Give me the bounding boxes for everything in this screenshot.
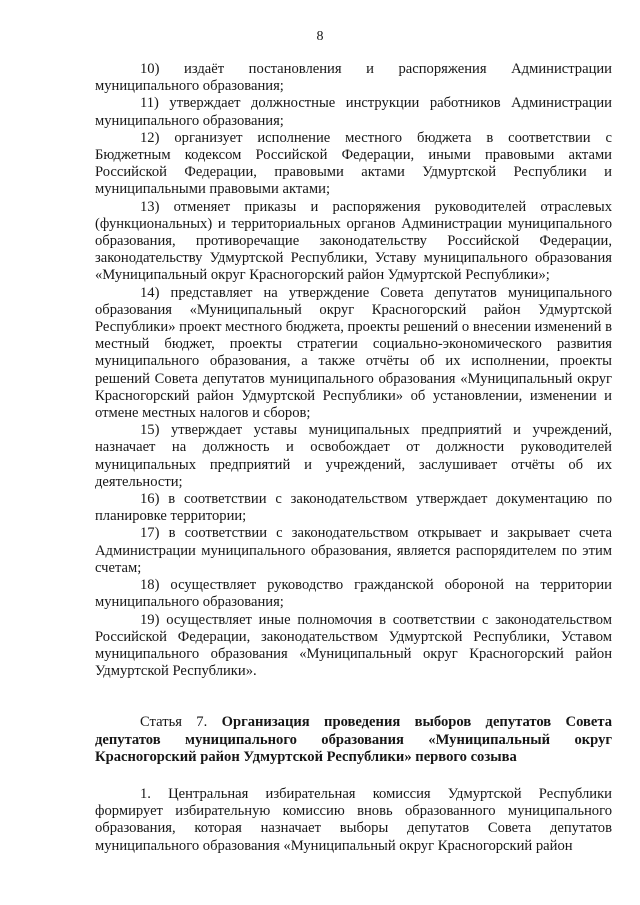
document-body — [95, 61, 612, 855]
article-prefix: Статья 7. — [140, 714, 222, 731]
page-number: 8 — [316, 29, 324, 44]
list-item-16: 16) в соответствии с законодательством утверждает документацию по планировке территории; — [95, 491, 612, 525]
article-heading — [95, 714, 612, 766]
list-item-10: 10) издаёт постановления и распоряжения Администрации муниципального образования; — [95, 61, 612, 95]
list-item-11: 11) утверждает должностные инструкции работников Администрации муниципального образования; — [95, 95, 612, 129]
list-item-18: 18) осуществляет руководство гражданской обороной на территории муниципального образования; — [95, 577, 612, 611]
article-paragraph-1: 1. Центральная избирательная комиссия Удмуртской Республики формирует избирательную комиссию вновь образованного муниципального образования, которая назначает выборы депутатов Совета депутатов муниципального образования «Муниципальный округ Красногорский район — [95, 785, 612, 854]
list-item-13: 13) отменяет приказы и распоряжения руководителей отраслевых (функциональных) и территориальных органов Администрации муниципального образования, противоречащие законодательству Российской Федерации, законодательству Удмуртской Республики, Уставу муниципального образования «Муниципальный округ Красногорский район Удмуртской Республики»; — [95, 198, 612, 284]
list-item-14: 14) представляет на утверждение Совета депутатов муниципального образования «Муниципальный округ Красногорский район Удмуртской Республики» проект местного бюджета, проекты решений о внесении изменений в местный бюджет, проекты стратегии социально-экономического развития муниципального образования, а также отчёты об их исполнении, проекты решений Совета депутатов муниципального образования «Муниципальный округ Красногорский район Удмуртской Республики» об установлении, изменении и отмене местных налогов и сборов; — [95, 284, 612, 422]
list-item-17: 17) в соответствии с законодательством открывает и закрывает счета Администрации муниципального образования, является распорядителем по этим счетам; — [95, 525, 612, 576]
list-item-19: 19) осуществляет иные полномочия в соответствии с законодательством Российской Федерации, законодательством Удмуртской Республики, Уставом муниципального образования «Муниципальный округ Красногорский район Удмуртской Республики». — [95, 611, 612, 680]
spacer — [95, 766, 612, 786]
list-item-12: 12) организует исполнение местного бюджета в соответствии с Бюджетным кодексом Российской Федерации, иными правовыми актами Российской Федерации, правовыми актами Удмуртской Республики и муниципальными правовыми актами; — [95, 129, 612, 198]
list-item-15: 15) утверждает уставы муниципальных предприятий и учреждений, назначает на должность и освобождает от должности руководителей муниципальных предприятий и учреждений, заслушивает отчёты об их деятельности; — [95, 422, 612, 490]
article-title: Организация проведения выборов депутатов Совета депутатов муниципального образования «Муниципальный округ Красногорский район Удмуртской Республики» первого созыва — [95, 714, 613, 765]
